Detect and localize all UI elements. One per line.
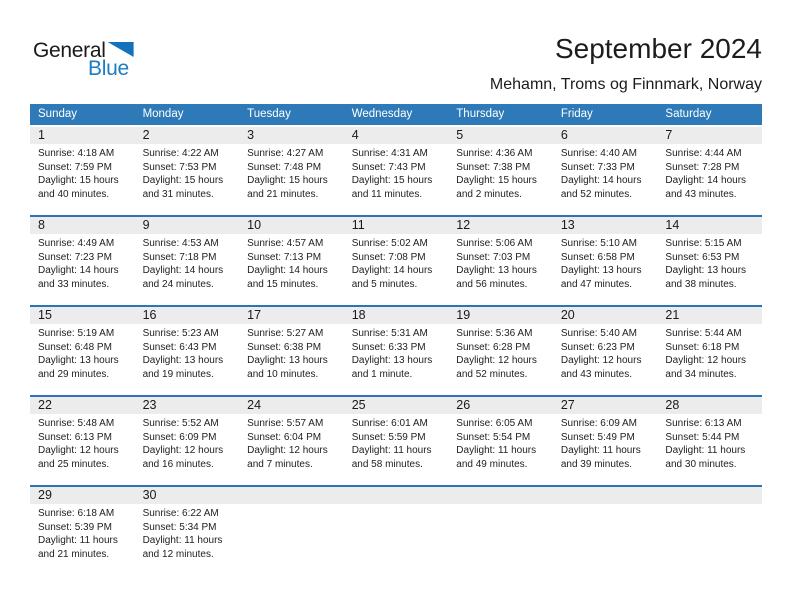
daylight-minutes-text: and 34 minutes. xyxy=(665,368,737,380)
day-cell xyxy=(553,217,658,305)
daylight-minutes-text: and 19 minutes. xyxy=(142,368,214,380)
logo-triangle-icon xyxy=(108,42,134,57)
daylight-minutes-text: and 47 minutes. xyxy=(560,278,633,290)
day-number: 19 xyxy=(448,307,553,324)
day-number: 13 xyxy=(553,217,658,234)
sunrise-text: Sunrise: 5:15 AM xyxy=(665,238,742,249)
day-number: 24 xyxy=(239,397,344,414)
sunset-text: Sunset: 5:39 PM xyxy=(38,521,112,533)
daylight-minutes-text: and 24 minutes. xyxy=(142,278,214,290)
day-number: 16 xyxy=(135,307,240,324)
sunrise-text: Sunrise: 4:57 AM xyxy=(247,238,324,249)
day-cell xyxy=(135,307,240,395)
day-cell xyxy=(239,487,344,575)
day-cell xyxy=(657,127,762,215)
sunset-text: Sunset: 7:08 PM xyxy=(351,251,426,263)
daylight-hours-text: Daylight: 11 hours xyxy=(456,445,537,456)
sunrise-text: Sunrise: 6:22 AM xyxy=(142,508,219,519)
daylight-minutes-text: and 40 minutes. xyxy=(38,188,110,200)
daylight-hours-text: Daylight: 12 hours xyxy=(560,355,642,366)
day-info xyxy=(239,414,344,471)
daylight-hours-text: Daylight: 13 hours xyxy=(351,355,433,366)
daylight-hours-text: Daylight: 15 hours xyxy=(38,175,119,186)
daylight-minutes-text: and 31 minutes. xyxy=(142,188,214,200)
day-cell xyxy=(657,307,762,395)
weekday-header-saturday: Saturday xyxy=(665,108,712,120)
day-info xyxy=(135,414,240,471)
sunset-text: Sunset: 7:59 PM xyxy=(38,161,112,173)
day-cell xyxy=(135,217,240,305)
day-info xyxy=(239,144,344,201)
day-cell xyxy=(135,127,240,215)
day-cell xyxy=(344,397,449,485)
week-row xyxy=(30,305,762,395)
weekday-header-thursday: Thursday xyxy=(456,108,505,120)
day-cell xyxy=(344,487,449,575)
day-cell xyxy=(344,127,449,215)
day-cell xyxy=(135,397,240,485)
daylight-minutes-text: and 33 minutes. xyxy=(38,278,110,290)
sunset-text: Sunset: 7:48 PM xyxy=(247,161,322,173)
day-number xyxy=(344,487,449,504)
sunrise-text: Sunrise: 5:31 AM xyxy=(351,328,428,339)
day-info xyxy=(30,414,135,471)
day-cell xyxy=(553,487,658,575)
daylight-minutes-text: and 12 minutes. xyxy=(142,548,214,560)
daylight-hours-text: Daylight: 15 hours xyxy=(142,175,224,186)
day-cell xyxy=(448,307,553,395)
location-subtitle: Mehamn, Troms og Finnmark, Norway xyxy=(489,76,762,93)
day-number: 5 xyxy=(448,127,553,144)
day-number: 23 xyxy=(135,397,240,414)
day-number: 17 xyxy=(239,307,344,324)
daylight-minutes-text: and 52 minutes. xyxy=(560,188,633,200)
day-info xyxy=(135,234,240,291)
daylight-minutes-text: and 49 minutes. xyxy=(456,458,528,470)
sunrise-text: Sunrise: 4:22 AM xyxy=(142,148,219,159)
sunset-text: Sunset: 5:59 PM xyxy=(351,431,426,443)
week-row xyxy=(30,485,762,575)
daylight-hours-text: Daylight: 13 hours xyxy=(456,265,537,276)
daylight-minutes-text: and 58 minutes. xyxy=(351,458,423,470)
daylight-hours-text: Daylight: 14 hours xyxy=(560,175,642,186)
sunset-text: Sunset: 7:18 PM xyxy=(142,251,217,263)
sunset-text: Sunset: 7:13 PM xyxy=(247,251,322,263)
day-info xyxy=(344,414,449,471)
day-info xyxy=(30,504,135,561)
day-number: 8 xyxy=(30,217,135,234)
daylight-hours-text: Daylight: 14 hours xyxy=(142,265,224,276)
daylight-minutes-text: and 11 minutes. xyxy=(351,188,423,200)
day-info xyxy=(657,144,762,201)
sunrise-text: Sunrise: 4:49 AM xyxy=(38,238,115,249)
sunrise-text: Sunrise: 5:19 AM xyxy=(38,328,115,339)
weekday-header-monday: Monday xyxy=(142,108,184,120)
sunrise-text: Sunrise: 6:18 AM xyxy=(38,508,115,519)
sunset-text: Sunset: 7:43 PM xyxy=(351,161,426,173)
day-number: 3 xyxy=(239,127,344,144)
sunrise-text: Sunrise: 6:13 AM xyxy=(665,418,742,429)
daylight-hours-text: Daylight: 13 hours xyxy=(247,355,328,366)
sunset-text: Sunset: 6:09 PM xyxy=(142,431,217,443)
general-blue-logo xyxy=(33,40,134,80)
sunset-text: Sunset: 6:33 PM xyxy=(351,341,426,353)
sunset-text: Sunset: 6:53 PM xyxy=(665,251,740,263)
day-number: 22 xyxy=(30,397,135,414)
day-number: 6 xyxy=(553,127,658,144)
day-cell xyxy=(553,307,658,395)
day-info xyxy=(344,144,449,201)
sunrise-text: Sunrise: 5:02 AM xyxy=(351,238,428,249)
day-cell xyxy=(657,487,762,575)
sunset-text: Sunset: 5:34 PM xyxy=(142,521,217,533)
day-cell xyxy=(448,397,553,485)
sunrise-text: Sunrise: 5:10 AM xyxy=(560,238,637,249)
weekday-header-wednesday: Wednesday xyxy=(351,108,413,120)
day-number: 20 xyxy=(553,307,658,324)
daylight-minutes-text: and 16 minutes. xyxy=(142,458,214,470)
day-number: 18 xyxy=(344,307,449,324)
logo-general-text: General xyxy=(33,39,106,62)
sunset-text: Sunset: 6:23 PM xyxy=(560,341,635,353)
daylight-hours-text: Daylight: 11 hours xyxy=(560,445,641,456)
daylight-hours-text: Daylight: 15 hours xyxy=(247,175,328,186)
daylight-hours-text: Daylight: 14 hours xyxy=(38,265,119,276)
sunset-text: Sunset: 6:43 PM xyxy=(142,341,217,353)
weekday-header-friday: Friday xyxy=(560,108,593,120)
sunset-text: Sunset: 5:44 PM xyxy=(665,431,740,443)
daylight-minutes-text: and 15 minutes. xyxy=(247,278,319,290)
day-cell xyxy=(448,487,553,575)
daylight-hours-text: Daylight: 13 hours xyxy=(665,265,747,276)
day-info xyxy=(553,144,658,201)
daylight-minutes-text: and 30 minutes. xyxy=(665,458,737,470)
day-number: 28 xyxy=(657,397,762,414)
day-number xyxy=(448,487,553,504)
day-number: 30 xyxy=(135,487,240,504)
day-info xyxy=(553,324,658,381)
sunset-text: Sunset: 7:33 PM xyxy=(560,161,635,173)
day-cell xyxy=(239,217,344,305)
sunset-text: Sunset: 6:18 PM xyxy=(665,341,740,353)
sunset-text: Sunset: 6:04 PM xyxy=(247,431,322,443)
day-cell xyxy=(657,397,762,485)
sunrise-text: Sunrise: 5:57 AM xyxy=(247,418,324,429)
day-info xyxy=(448,144,553,201)
day-number: 25 xyxy=(344,397,449,414)
day-cell xyxy=(657,217,762,305)
daylight-hours-text: Daylight: 11 hours xyxy=(665,445,746,456)
sunrise-text: Sunrise: 4:27 AM xyxy=(247,148,324,159)
sunset-text: Sunset: 7:53 PM xyxy=(142,161,217,173)
day-number: 1 xyxy=(30,127,135,144)
daylight-hours-text: Daylight: 12 hours xyxy=(142,445,224,456)
daylight-hours-text: Daylight: 12 hours xyxy=(665,355,747,366)
day-info xyxy=(239,324,344,381)
day-cell xyxy=(30,307,135,395)
daylight-minutes-text: and 43 minutes. xyxy=(665,188,737,200)
daylight-minutes-text: and 21 minutes. xyxy=(247,188,319,200)
day-info xyxy=(239,504,344,507)
day-info xyxy=(135,504,240,561)
day-cell xyxy=(30,487,135,575)
day-info xyxy=(135,324,240,381)
day-cell xyxy=(344,217,449,305)
daylight-minutes-text: and 10 minutes. xyxy=(247,368,319,380)
daylight-minutes-text: and 25 minutes. xyxy=(38,458,110,470)
day-info xyxy=(448,234,553,291)
day-info xyxy=(30,144,135,201)
day-info xyxy=(448,504,553,507)
day-number: 15 xyxy=(30,307,135,324)
daylight-hours-text: Daylight: 11 hours xyxy=(142,535,223,546)
sunrise-text: Sunrise: 5:36 AM xyxy=(456,328,533,339)
daylight-minutes-text: and 39 minutes. xyxy=(560,458,633,470)
day-number: 27 xyxy=(553,397,658,414)
weeks-container xyxy=(30,125,762,575)
daylight-hours-text: Daylight: 13 hours xyxy=(142,355,224,366)
day-info xyxy=(344,504,449,507)
daylight-hours-text: Daylight: 14 hours xyxy=(665,175,747,186)
day-cell xyxy=(30,397,135,485)
sunset-text: Sunset: 7:28 PM xyxy=(665,161,740,173)
sunrise-text: Sunrise: 6:01 AM xyxy=(351,418,428,429)
title-block xyxy=(490,32,762,95)
day-number: 11 xyxy=(344,217,449,234)
day-info xyxy=(30,234,135,291)
daylight-hours-text: Daylight: 13 hours xyxy=(38,355,119,366)
sunset-text: Sunset: 6:28 PM xyxy=(456,341,531,353)
day-cell xyxy=(344,307,449,395)
daylight-hours-text: Daylight: 13 hours xyxy=(560,265,642,276)
week-row xyxy=(30,215,762,305)
sunrise-text: Sunrise: 4:36 AM xyxy=(456,148,533,159)
daylight-hours-text: Daylight: 12 hours xyxy=(247,445,328,456)
day-info xyxy=(553,414,658,471)
calendar-table xyxy=(30,104,762,575)
daylight-minutes-text: and 38 minutes. xyxy=(665,278,737,290)
sunrise-text: Sunrise: 4:18 AM xyxy=(38,148,115,159)
day-info xyxy=(657,324,762,381)
weekday-header-tuesday: Tuesday xyxy=(247,108,291,120)
sunrise-text: Sunrise: 5:52 AM xyxy=(142,418,219,429)
day-cell xyxy=(448,127,553,215)
day-cell xyxy=(553,397,658,485)
day-cell xyxy=(448,217,553,305)
sunset-text: Sunset: 7:03 PM xyxy=(456,251,531,263)
day-number: 14 xyxy=(657,217,762,234)
day-number xyxy=(239,487,344,504)
sunrise-text: Sunrise: 5:06 AM xyxy=(456,238,533,249)
day-number xyxy=(657,487,762,504)
day-number: 21 xyxy=(657,307,762,324)
day-info xyxy=(448,324,553,381)
daylight-minutes-text: and 29 minutes. xyxy=(38,368,110,380)
day-info xyxy=(448,414,553,471)
sunrise-text: Sunrise: 5:27 AM xyxy=(247,328,324,339)
daylight-hours-text: Daylight: 14 hours xyxy=(247,265,328,276)
sunset-text: Sunset: 7:38 PM xyxy=(456,161,531,173)
daylight-hours-text: Daylight: 15 hours xyxy=(351,175,433,186)
sunrise-text: Sunrise: 5:44 AM xyxy=(665,328,742,339)
daylight-minutes-text: and 1 minute. xyxy=(351,368,413,380)
day-cell xyxy=(239,127,344,215)
day-info xyxy=(30,324,135,381)
daylight-minutes-text: and 52 minutes. xyxy=(456,368,528,380)
day-cell xyxy=(553,127,658,215)
sunrise-text: Sunrise: 6:05 AM xyxy=(456,418,533,429)
day-cell xyxy=(239,397,344,485)
day-info xyxy=(344,324,449,381)
sunset-text: Sunset: 6:13 PM xyxy=(38,431,112,443)
day-info xyxy=(657,234,762,291)
day-number: 12 xyxy=(448,217,553,234)
sunrise-text: Sunrise: 6:09 AM xyxy=(560,418,637,429)
day-number: 2 xyxy=(135,127,240,144)
sunrise-text: Sunrise: 5:23 AM xyxy=(142,328,219,339)
sunset-text: Sunset: 5:54 PM xyxy=(456,431,531,443)
daylight-minutes-text: and 43 minutes. xyxy=(560,368,633,380)
day-info xyxy=(239,234,344,291)
sunrise-text: Sunrise: 4:44 AM xyxy=(665,148,742,159)
logo-blue-text: Blue xyxy=(88,57,129,80)
day-cell xyxy=(30,127,135,215)
sunset-text: Sunset: 6:48 PM xyxy=(38,341,112,353)
sunrise-text: Sunrise: 5:40 AM xyxy=(560,328,637,339)
sunset-text: Sunset: 6:38 PM xyxy=(247,341,322,353)
sunrise-text: Sunrise: 4:40 AM xyxy=(560,148,637,159)
day-info xyxy=(135,144,240,201)
month-title: September 2024 xyxy=(554,33,762,64)
daylight-hours-text: Daylight: 11 hours xyxy=(38,535,118,546)
daylight-minutes-text: and 21 minutes. xyxy=(38,548,110,560)
day-info xyxy=(553,234,658,291)
week-row xyxy=(30,125,762,215)
day-number: 9 xyxy=(135,217,240,234)
day-cell xyxy=(30,217,135,305)
sunrise-text: Sunrise: 4:31 AM xyxy=(351,148,428,159)
day-info xyxy=(657,504,762,507)
daylight-hours-text: Daylight: 14 hours xyxy=(351,265,433,276)
sunset-text: Sunset: 7:23 PM xyxy=(38,251,112,263)
sunrise-text: Sunrise: 5:48 AM xyxy=(38,418,115,429)
daylight-minutes-text: and 5 minutes. xyxy=(351,278,418,290)
day-number xyxy=(553,487,658,504)
day-cell xyxy=(135,487,240,575)
weekday-header-sunday: Sunday xyxy=(38,108,78,120)
day-cell xyxy=(239,307,344,395)
day-number: 10 xyxy=(239,217,344,234)
daylight-hours-text: Daylight: 12 hours xyxy=(38,445,119,456)
day-number: 29 xyxy=(30,487,135,504)
daylight-minutes-text: and 56 minutes. xyxy=(456,278,528,290)
week-row xyxy=(30,395,762,485)
day-number: 7 xyxy=(657,127,762,144)
weekday-header-row xyxy=(30,104,762,125)
day-info xyxy=(344,234,449,291)
sunset-text: Sunset: 6:58 PM xyxy=(560,251,635,263)
daylight-minutes-text: and 2 minutes. xyxy=(456,188,522,200)
daylight-minutes-text: and 7 minutes. xyxy=(247,458,313,470)
day-number: 4 xyxy=(344,127,449,144)
day-info xyxy=(553,504,658,507)
day-number: 26 xyxy=(448,397,553,414)
sunrise-text: Sunrise: 4:53 AM xyxy=(142,238,219,249)
daylight-hours-text: Daylight: 11 hours xyxy=(351,445,432,456)
daylight-hours-text: Daylight: 15 hours xyxy=(456,175,537,186)
day-info xyxy=(657,414,762,471)
sunset-text: Sunset: 5:49 PM xyxy=(560,431,635,443)
daylight-hours-text: Daylight: 12 hours xyxy=(456,355,537,366)
